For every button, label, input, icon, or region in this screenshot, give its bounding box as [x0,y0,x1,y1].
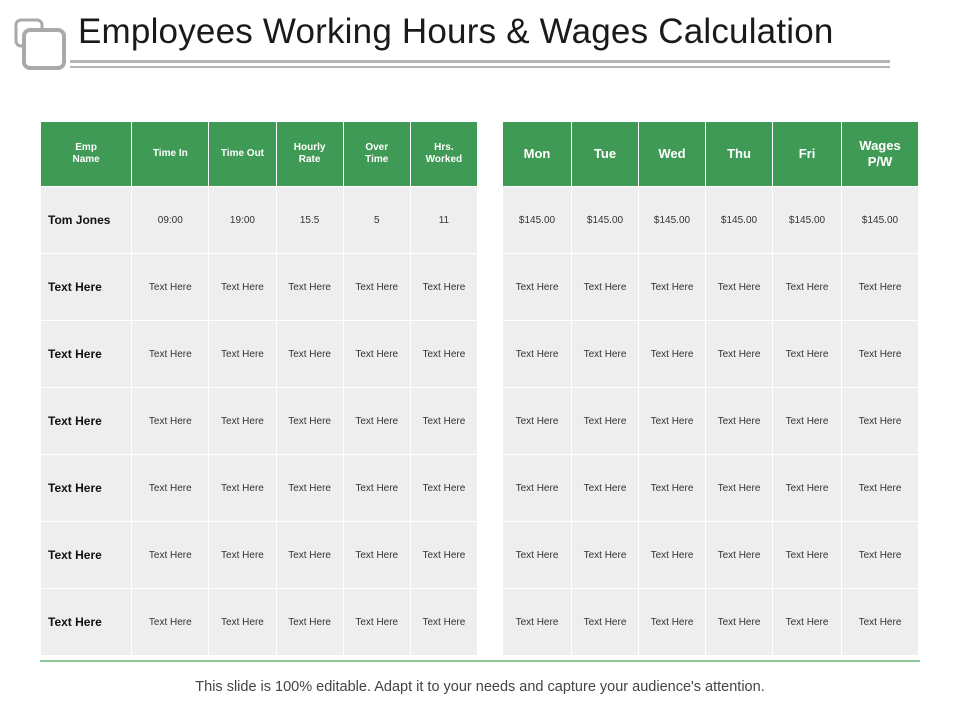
table-cell: Text Here [572,522,638,588]
table-cell: Text Here [132,589,208,655]
table-cell: $145.00 [706,187,772,253]
column-header-text: Mon [523,146,551,162]
table-cell: Text Here [842,455,918,521]
table-cell: 11 [411,187,477,253]
column-header-text: Fri [798,146,816,162]
employee-name-cell: Text Here [41,321,131,387]
table-cell: Text Here [842,321,918,387]
table-cell: Text Here [842,254,918,320]
table-cell: Text Here [503,321,571,387]
column-header-text: Rate [298,154,321,165]
table-row [41,321,477,387]
column-header-text: Worked [425,154,463,165]
table-cell: 15.5 [277,187,343,253]
table-cell: Text Here [842,522,918,588]
table-cell: Text Here [706,455,772,521]
table-cell: Text Here [411,522,477,588]
table-row [503,589,918,655]
column-header-fri [773,122,841,186]
column-header-text: Time [365,154,389,165]
table-cell: Text Here [209,522,275,588]
column-header-text: Thu [727,146,751,162]
table-cell: Text Here [639,321,705,387]
table-cell: Text Here [209,455,275,521]
column-header-text: Time Out [220,148,265,159]
column-header-text: Wages [859,138,901,154]
table-cell: Text Here [277,254,343,320]
column-header-text: Emp [75,142,97,153]
table-cell: Text Here [277,388,343,454]
table-cell: Text Here [209,321,275,387]
table-cell: Text Here [503,388,571,454]
column-header-time-out [209,122,275,186]
table-cell: Text Here [572,321,638,387]
table-cell: Text Here [572,455,638,521]
column-header-text: Over [365,142,389,153]
employee-name-cell: Text Here [41,522,131,588]
table-cell: $145.00 [503,187,571,253]
table-header-row [503,122,918,186]
table-cell: Text Here [411,388,477,454]
column-header-mon [503,122,571,186]
table-row [503,254,918,320]
table-cell: Text Here [344,455,410,521]
overlapping-squares-icon [14,18,68,72]
table-header-row [41,122,477,186]
table-cell: Text Here [503,589,571,655]
employee-hours-table [40,121,478,656]
table-cell: Text Here [639,522,705,588]
table-cell: Text Here [503,522,571,588]
column-header-time-in [132,122,208,186]
table-cell: Text Here [639,254,705,320]
table-row [503,388,918,454]
table-cell: Text Here [773,254,841,320]
column-header-hrs-worked [411,122,477,186]
table-cell: Text Here [411,589,477,655]
table-cell: Text Here [572,388,638,454]
table-cell: Text Here [503,254,571,320]
table-cell: 09:00 [132,187,208,253]
table-cell: Text Here [706,589,772,655]
table-cell: $145.00 [639,187,705,253]
table-cell: Text Here [277,455,343,521]
table-cell: Text Here [411,254,477,320]
table-cell: Text Here [209,589,275,655]
table-row [41,254,477,320]
table-cell: Text Here [773,589,841,655]
table-cell: Text Here [277,522,343,588]
title-underline [70,60,890,68]
table-cell: 5 [344,187,410,253]
column-header-tue [572,122,638,186]
table-cell: Text Here [773,455,841,521]
table-cell: Text Here [344,522,410,588]
table-cell: Text Here [132,254,208,320]
column-header-text: P/W [867,154,893,169]
table-cell: Text Here [773,388,841,454]
table-cell: Text Here [277,321,343,387]
table-cell: $145.00 [572,187,638,253]
table-cell: Text Here [706,388,772,454]
table-row [41,522,477,588]
table-cell: $145.00 [773,187,841,253]
footer-note: This slide is 100% editable. Adapt it to your needs and capture your audience's attention. [195,679,765,695]
column-header-thu [706,122,772,186]
column-header-wed [639,122,705,186]
column-header-text: Time In [152,148,188,159]
table-bottom-rule [40,660,920,662]
table-cell: $145.00 [842,187,918,253]
table-cell: Text Here [411,321,477,387]
table-cell: Text Here [773,321,841,387]
table-cell: Text Here [503,455,571,521]
table-row [503,321,918,387]
table-cell: Text Here [132,321,208,387]
table-cell: Text Here [842,589,918,655]
page-title: Employees Working Hours & Wages Calculation [78,12,834,51]
table-row [503,522,918,588]
column-header-text: Wed [658,146,686,162]
column-header-text: Name [72,154,100,165]
table-cell: Text Here [639,589,705,655]
table-cell: Text Here [706,522,772,588]
table-cell: Text Here [344,254,410,320]
employee-name-cell: Text Here [41,455,131,521]
table-cell: Text Here [209,388,275,454]
column-header-text: Hourly [293,142,326,153]
table-cell: Text Here [639,455,705,521]
table-cell: Text Here [344,589,410,655]
column-header-hourly-rate [277,122,343,186]
table-row [41,589,477,655]
column-header-text: Hrs. [434,142,454,153]
table-cell: Text Here [277,589,343,655]
table-cell: 19:00 [209,187,275,253]
table-cell: Text Here [639,388,705,454]
table-cell: Text Here [706,254,772,320]
employee-name-cell: Text Here [41,589,131,655]
table-row [503,455,918,521]
table-row [41,388,477,454]
table-cell: Text Here [773,522,841,588]
employee-name-cell: Text Here [41,388,131,454]
table-cell: Text Here [411,455,477,521]
table-cell: Text Here [344,388,410,454]
column-header-over-time [344,122,410,186]
table-cell: Text Here [132,455,208,521]
column-header-text: Tue [593,146,617,162]
table-cell: Text Here [132,522,208,588]
daily-wages-table [502,121,919,656]
table-row [41,187,477,253]
table-cell: Text Here [132,388,208,454]
table-cell: Text Here [344,321,410,387]
table-row [503,187,918,253]
table-cell: Text Here [572,254,638,320]
table-cell: Text Here [706,321,772,387]
employee-name-cell: Tom Jones [41,187,131,253]
column-header-emp-name [41,122,131,186]
table-cell: Text Here [209,254,275,320]
table-cell: Text Here [842,388,918,454]
column-header-wages-p-w [842,122,918,186]
table-row [41,455,477,521]
employee-name-cell: Text Here [41,254,131,320]
table-cell: Text Here [572,589,638,655]
